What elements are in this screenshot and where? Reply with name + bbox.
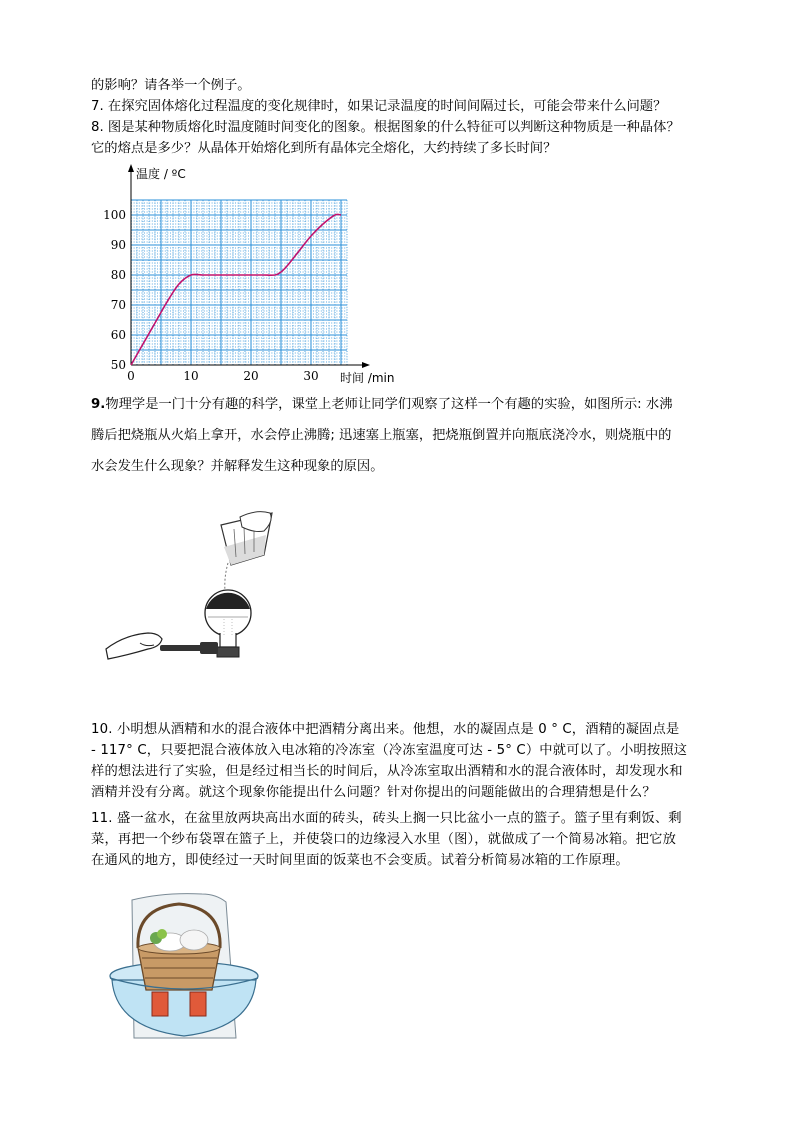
q10-text-line1: 10. 小明想从酒精和水的混合液体中把酒精分离出来。他想，水的凝固点是 0 ° C，酒精的凝固点是	[91, 722, 680, 737]
y-tick-label: 70	[110, 298, 126, 312]
x-tick-label: 0	[127, 369, 135, 383]
pouring-beaker	[221, 512, 272, 565]
temperature-time-chart	[96, 160, 416, 385]
x-tick-label: 30	[303, 369, 319, 383]
q8-text-line1: 8. 图是某种物质熔化时温度随时间变化的图象。根据图象的什么特征可以判断这种物质是一种晶体？	[91, 120, 680, 135]
y-axis-arrow-icon	[128, 164, 134, 172]
inverted-flask-illustration	[104, 505, 274, 675]
x-axis-arrow-icon	[362, 362, 370, 368]
y-tick-label: 50	[110, 358, 126, 372]
brick-left	[152, 992, 168, 1016]
q9-text-line3: 水会发生什么现象？并解释发生这种现象的原因。	[91, 459, 384, 474]
q6-tail-text: 的影响？请各举一个例子。	[91, 78, 251, 93]
q9-number: 9.	[91, 397, 106, 412]
y-tick-label: 60	[110, 328, 126, 342]
water-stream	[225, 563, 228, 591]
y-tick-label: 80	[110, 268, 126, 282]
q9-text-line1	[91, 390, 673, 420]
q8-text-line2: 它的熔点是多少？从晶体开始熔化到所有晶体完全熔化，大约持续了多长时间？	[91, 141, 557, 156]
q11-text-line2: 菜，再把一个纱布袋罩在篮子上，并使袋口的边缘浸入水里（图），就做成了一个简易冰箱。把它放	[91, 832, 677, 847]
q11-text-line1: 11. 盛一盆水，在盆里放两块高出水面的砖头，砖头上搁一只比盆小一点的篮子。篮子里有剩饭、剩	[91, 811, 682, 826]
q10-text-line4: 酒精并没有分离。就这个现象你能提出什么问题？针对你提出的问题能做出的合理猜想是什么？	[91, 785, 656, 800]
q10-text-line3: 样的想法进行了实验，但是经过相当长的时间后，从冷冻室取出酒精和水的混合液体时，却发现水和	[91, 764, 683, 779]
q9-text-line1-body: 物理学是一门十分有趣的科学，课堂上老师让同学们观察了这样一个有趣的实验，如图所示: 水沸	[105, 397, 673, 412]
simple-refrigerator-illustration	[104, 888, 274, 1048]
x-tick-label: 20	[243, 369, 259, 383]
y-tick-label: 100	[103, 208, 126, 222]
q10-text-line2: - 117° C，只要把混合液体放入电冰箱的冷冻室（冷冻室温度可达 - 5° C）中就可以了。小明按照这	[91, 743, 688, 758]
q9-text-line2: 腾后把烧瓶从火焰上拿开，水会停止沸腾; 迅速塞上瓶塞，把烧瓶倒置并向瓶底浇冷水，则烧瓶中的	[91, 428, 672, 443]
y-axis-label: 温度 / ºC	[136, 167, 186, 181]
y-tick-label: 90	[110, 238, 126, 252]
x-axis-label: 时间 /min	[340, 371, 395, 385]
q11-text-line3: 在通风的地方，即使经过一天时间里面的饭菜也不会变质。试着分析简易冰箱的工作原理。	[91, 853, 629, 868]
x-tick-label: 10	[183, 369, 199, 383]
hand-with-clamp	[106, 633, 218, 659]
chart-grid	[131, 200, 347, 365]
brick-right	[190, 992, 206, 1016]
q7-text: 7. 在探究固体熔化过程温度的变化规律时，如果记录温度的时间间隔过长，可能会带来什么问题？	[91, 99, 667, 114]
